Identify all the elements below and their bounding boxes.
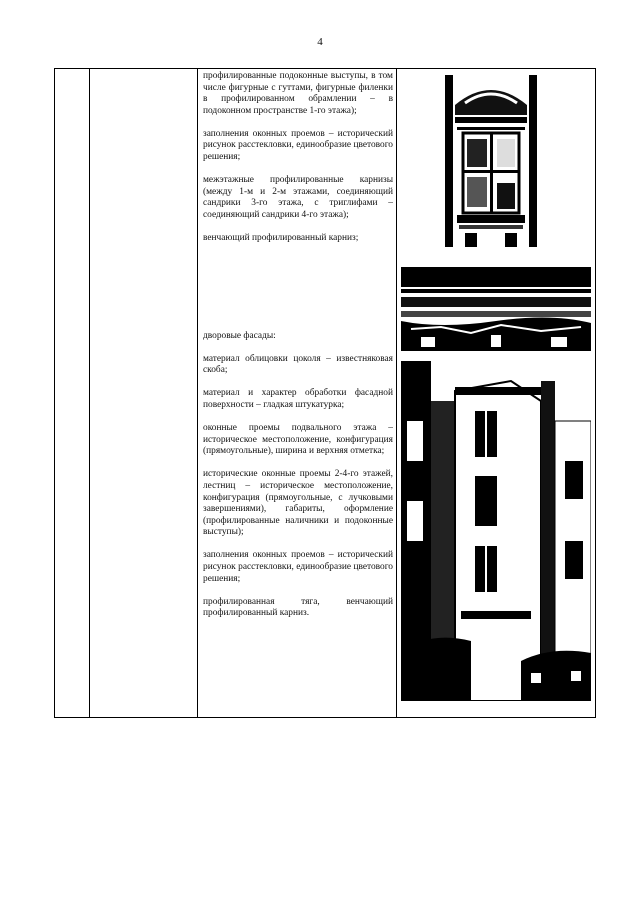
column-divider <box>89 69 90 717</box>
page-number: 4 <box>317 36 323 48</box>
text-paragraph: венчающий профилированный карниз; <box>203 233 359 244</box>
text-paragraph: дворовые фасады: <box>203 330 276 341</box>
text-paragraph: заполнения оконных проемов – исторический рисунок расстекловки, единообразие цветового решения; <box>203 128 393 163</box>
column-divider <box>197 69 198 717</box>
courtyard-facade-photo <box>401 361 591 701</box>
text-paragraph: оконные проемы подвального этажа – историческое местоположение, конфигурация (прямоугольные), ширина и верхняя отметка; <box>203 423 393 457</box>
text-paragraph: межэтажные профилированные карнизы (между 1-м и 2-м этажами, соединяющий сандрики 3-го этажа, с триглифами – соединяющий сандрики 4-го этажа); <box>203 175 393 220</box>
text-paragraph: профилированная тяга, венчающий профилированный карниз. <box>203 596 393 619</box>
cornice-photo <box>401 267 591 351</box>
text-paragraph: материал облицовки цоколя – известняковая скоба; <box>203 353 393 376</box>
text-paragraph: заполнения оконных проемов – исторический рисунок расстекловки, единообразие цветового решения; <box>203 550 393 584</box>
text-paragraph: материал и характер обработки фасадной поверхности – гладкая штукатурка; <box>203 388 393 410</box>
text-paragraph: исторические оконные проемы 2-4-го этажей, лестниц – историческое местоположение, конфигурация (прямоугольные, с лучковыми завершениями), габариты, оформление (профилированные наличники и подоконные выступы); <box>203 469 393 538</box>
document-table <box>54 68 596 718</box>
description-column <box>203 69 393 620</box>
facade-window-photo <box>445 75 537 247</box>
column-divider <box>396 69 397 717</box>
text-paragraph: профилированные подоконные выступы, в том числе фигурные с гуттами, фигурные филенки в профилированном обрамлении – в подоконном пространстве 1-го этажа); <box>203 71 393 116</box>
